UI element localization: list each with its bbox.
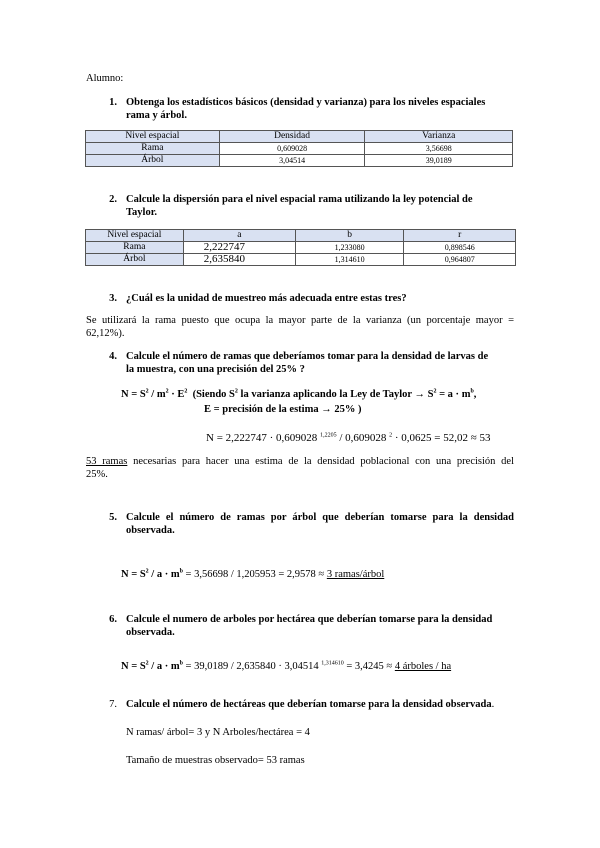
table-header-row <box>86 131 513 143</box>
table-cell: 2,635840 <box>183 254 295 266</box>
q5-title-line1: Calcule el número de ramas por árbol que deberían tomarse para la densidad <box>126 512 514 523</box>
table-header-cell: r <box>404 230 516 242</box>
table-cell-label: Rama <box>86 242 184 254</box>
table-cell-label: Rama <box>86 143 220 155</box>
table-cell: 1,314610 <box>295 254 404 266</box>
q3-answer-line2: 62,12%). <box>86 328 125 339</box>
q1-title-line1: Obtenga los estadísticos básicos (densidad y varianza) para los niveles espaciales <box>126 97 486 108</box>
table-cell: 0,964807 <box>404 254 516 266</box>
q2-title-line2: Taylor. <box>126 207 158 218</box>
q2-table <box>85 229 516 266</box>
q1-table <box>85 130 513 167</box>
table-header-cell: b <box>295 230 404 242</box>
q7-number: 7. <box>109 699 117 710</box>
table-header-cell: Nivel espacial <box>86 230 184 242</box>
table-row <box>86 143 513 155</box>
q4-result-line2: 25%. <box>86 469 108 480</box>
q6-title-line2: observada. <box>126 627 175 638</box>
q7-title: Calcule el número de hectáreas que deberían tomarse para la densidad observada. <box>126 699 495 710</box>
q3-answer-line1: Se utilizará la rama puesto que ocupa la mayor parte de la varianza (un porcentaje mayor = <box>86 315 514 326</box>
q4-formula-line2: E = precisión de la estima → 25% ) <box>204 404 362 415</box>
q6-title-line1: Calcule el numero de arboles por hectárea que deberían tomarse para la densidad <box>126 614 493 625</box>
table-row <box>86 242 516 254</box>
table-cell: 2,222747 <box>183 242 295 254</box>
q3-title: ¿Cuál es la unidad de muestreo más adecuada entre estas tres? <box>126 293 407 304</box>
q2-title-line1: Calcule la dispersión para el nivel espacial rama utilizando la ley potencial de <box>126 194 473 205</box>
table-header-cell: Varianza <box>365 131 513 143</box>
q6-formula: $N = S^2 / a \cdot m^b = 39,0189 / 2,635840 \cdot 3,04514$ $^{1,314610}$ = 3,4245 ≈ 4 árboles / ha <box>121 660 452 672</box>
q5-formula: $N = S^2 / a \cdot m^b = 3,56698 / 1,205953 = 2,9578 \approx 3$ ramas/árbol <box>121 568 385 580</box>
q2-number: 2. <box>109 194 117 205</box>
table-header-cell: Densidad <box>219 131 365 143</box>
q4-title-line2: la muestra, con una precisión del 25% ? <box>126 364 305 375</box>
table-header-cell: Nivel espacial <box>86 131 220 143</box>
table-cell: 0,609028 <box>219 143 365 155</box>
q6-number: 6. <box>109 614 117 625</box>
q4-title-line1: Calcule el número de ramas que deberíamos tomar para la densidad de larvas de <box>126 351 489 362</box>
table-header-cell: a <box>183 230 295 242</box>
q5-title-line2: observada. <box>126 525 175 536</box>
table-row <box>86 155 513 167</box>
table-header-row <box>86 230 516 242</box>
table-cell: 39,0189 <box>365 155 513 167</box>
q7-values: N ramas/ árbol= 3 y N Arboles/hectárea = 4 <box>126 727 310 738</box>
q4-calculation: N = 2,222747 · 0,609028 $^{1,2205}$ / 0,609028 $^2$ · 0,0625 = 52,02 ≈ 53 <box>206 432 491 444</box>
table-cell-label: Árbol <box>86 254 184 266</box>
table-cell: 3,56698 <box>365 143 513 155</box>
alumno-label: Alumno: <box>86 73 124 84</box>
table-cell: 3,04514 <box>219 155 365 167</box>
q7-sample: Tamaño de muestras observado= 53 ramas <box>126 755 305 766</box>
table-cell-label: Árbol <box>86 155 220 167</box>
q1-number: 1. <box>109 97 117 108</box>
q4-number: 4. <box>109 351 117 362</box>
q5-number: 5. <box>109 512 117 523</box>
q3-number: 3. <box>109 293 117 304</box>
q1-title-line2: rama y árbol. <box>126 110 187 121</box>
table-cell: 1,233080 <box>295 242 404 254</box>
q4-formula: $N = S^2 / m^2 \cdot E^2$ (Siendo $S^2$ la varianza aplicando la Ley de Taylor → $S^2 = a \cdot m^b$, <box>121 388 477 400</box>
q4-result-line1: 53 ramas necesarias para hacer una estima de la densidad poblacional con una precisión del <box>86 456 514 467</box>
table-cell: 0,898546 <box>404 242 516 254</box>
table-row <box>86 254 516 266</box>
